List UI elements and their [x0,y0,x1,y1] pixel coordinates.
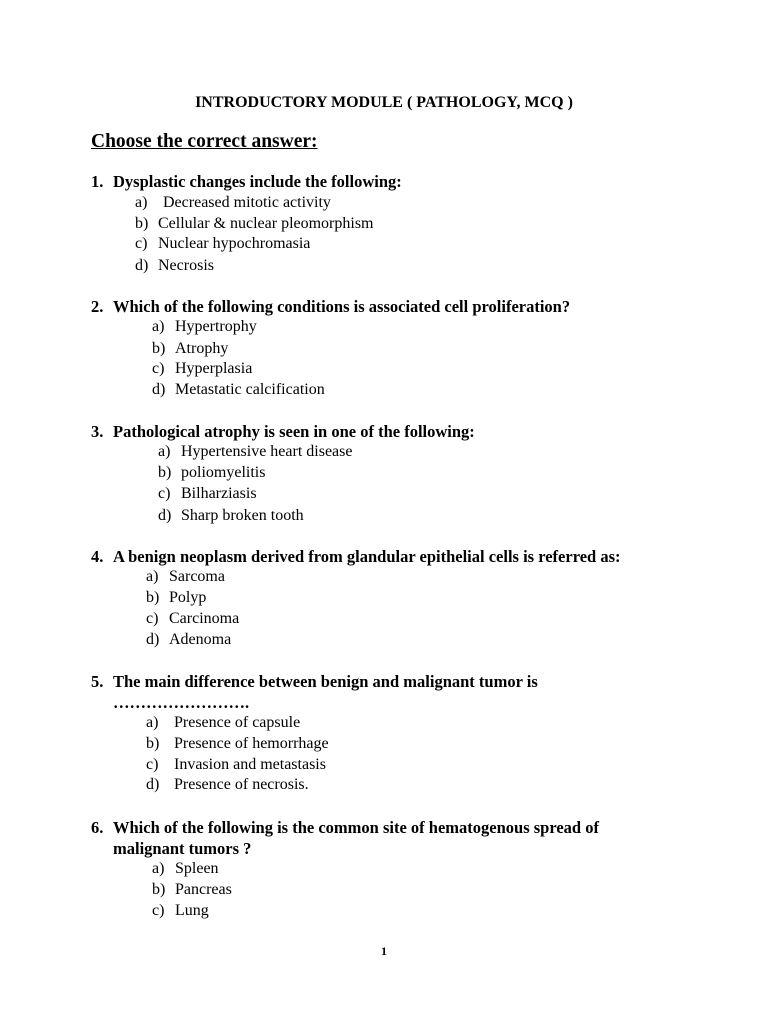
option-text: Metastatic calcification [175,381,325,398]
question-text-line: The main difference between benign and malignant tumor is [113,672,538,691]
option-1a [135,193,331,213]
option-1c [135,234,310,254]
question-text-continuation: malignant tumors ? [113,839,252,858]
option-5c [146,755,326,775]
option-letter: b) [135,215,149,232]
option-5a [146,713,300,733]
option-3d [158,506,304,526]
option-text: Presence of hemorrhage [174,735,329,752]
option-letter: c) [146,756,159,773]
question-text [113,671,711,713]
option-text: Hypertrophy [175,318,257,335]
option-1b [135,214,374,234]
option-letter: d) [152,381,166,398]
option-2c [152,359,252,379]
option-2d [152,380,325,400]
option-text: Lung [175,902,209,919]
option-text: Atrophy [175,340,229,357]
question-number: 5. [91,672,104,691]
option-text: Hyperplasia [175,360,253,377]
option-text: Presence of necrosis. [174,776,309,793]
option-text: Bilharziasis [181,485,257,502]
option-letter: a) [158,443,171,460]
question-text: Dysplastic changes include the following: [113,172,402,191]
option-text: Hypertensive heart disease [181,443,353,460]
question-5 [91,671,711,713]
question-text [113,817,711,859]
page-title: INTRODUCTORY MODULE ( PATHOLOGY, MCQ ) [195,94,573,111]
option-text: Invasion and metastasis [174,756,326,773]
question-text-line: Which of the following is the common site of hematogenous spread of [113,818,599,837]
option-letter: c) [152,902,165,919]
option-1d [135,256,214,276]
option-letter: d) [135,257,149,274]
option-letter: b) [158,464,172,481]
option-text: Polyp [169,589,207,606]
option-6a [152,859,219,879]
option-letter: c) [152,360,165,377]
option-6c [152,901,209,921]
question-text: Which of the following conditions is associated cell proliferation? [113,297,571,316]
question-text: A benign neoplasm derived from glandular epithelial cells is referred as: [113,547,621,566]
option-letter: c) [135,235,148,252]
question-number: 1. [91,172,104,191]
question-text: Pathological atrophy is seen in one of the following: [113,422,475,441]
option-text: Presence of capsule [174,714,301,731]
option-letter: d) [146,631,160,648]
option-letter: b) [152,881,166,898]
option-4c [146,609,239,629]
option-letter: b) [146,589,160,606]
option-text: poliomyelitis [181,464,266,481]
question-number: 3. [91,422,104,441]
option-text: Carcinoma [169,610,240,627]
option-4b [146,588,206,608]
option-text: Nuclear hypochromasia [158,235,311,252]
question-number: 6. [91,818,104,837]
question-6 [91,817,711,859]
option-text: Necrosis [158,257,214,274]
option-letter: b) [152,340,166,357]
option-text: Spleen [175,860,219,877]
option-letter: c) [146,610,159,627]
page-number: 1 [381,944,387,958]
option-letter: a) [152,860,165,877]
question-4 [91,546,711,567]
option-3a [158,442,352,462]
option-4d [146,630,231,650]
option-letter: a) [146,568,159,585]
option-text: Pancreas [175,881,232,898]
option-text: Sharp broken tooth [181,507,304,524]
question-number: 4. [91,547,104,566]
option-4a [146,567,225,587]
option-text: Adenoma [169,631,232,648]
option-6b [152,880,232,900]
option-letter: a) [146,714,159,731]
option-letter: c) [158,485,171,502]
instruction-heading: Choose the correct answer: [91,131,318,152]
option-2b [152,339,228,359]
option-2a [152,317,257,337]
question-1 [91,171,711,192]
option-3c [158,484,257,504]
question-number: 2. [91,297,104,316]
option-text: Decreased mitotic activity [163,194,331,211]
question-3 [91,421,711,442]
option-text: Cellular & nuclear pleomorphism [158,215,374,232]
option-3b [158,463,265,483]
option-letter: d) [158,507,172,524]
question-2 [91,296,711,317]
option-5d [146,775,309,795]
option-5b [146,734,329,754]
option-text: Sarcoma [169,568,225,585]
option-letter: d) [146,776,160,793]
option-letter: a) [152,318,165,335]
option-letter: b) [146,735,160,752]
question-text-continuation: ……………………. [113,693,250,712]
option-letter: a) [135,194,148,211]
